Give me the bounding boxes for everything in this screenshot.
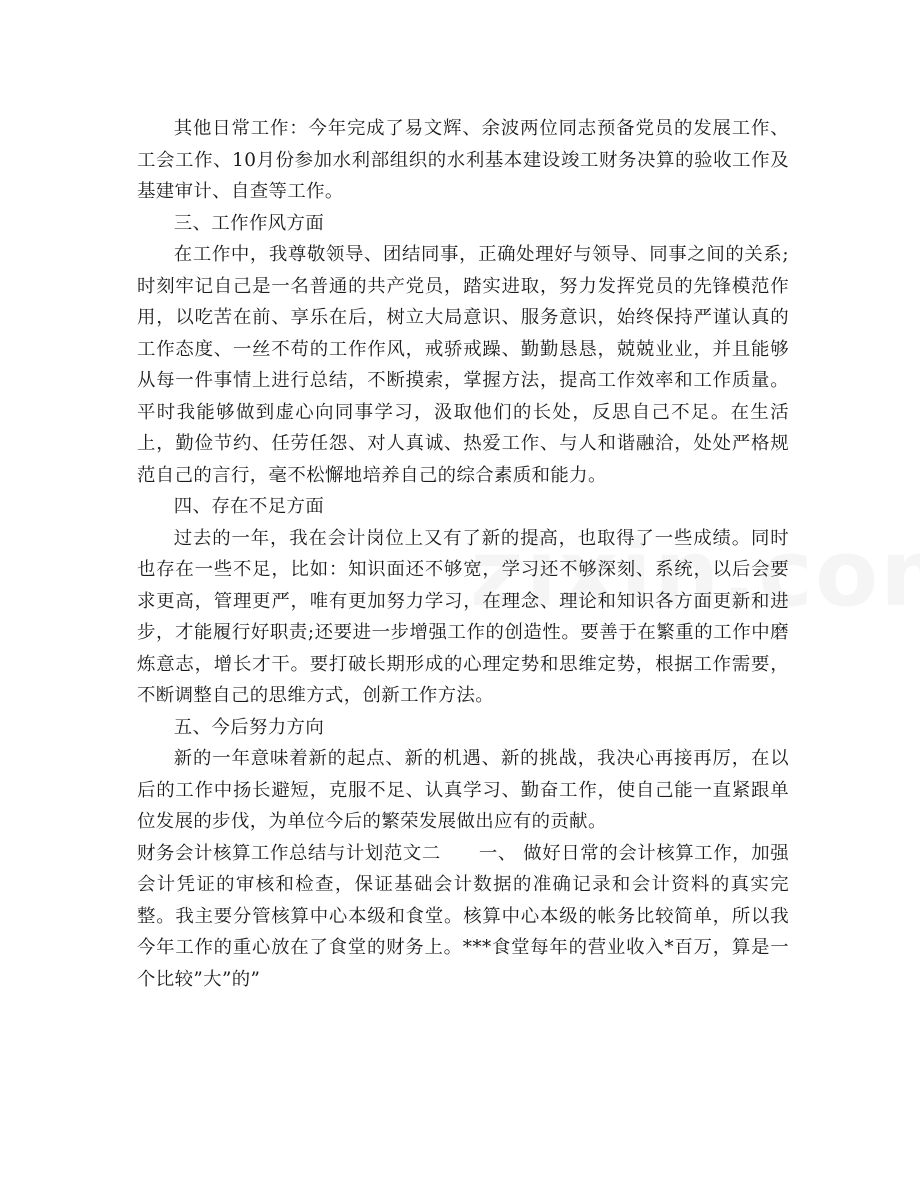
heading-work-style: 三、工作作风方面 — [173, 212, 325, 234]
document-body — [137, 113, 789, 995]
paragraph-work-style: 在工作中，我尊敬领导、团结同事，正确处理好与领导、同事之间的关系;时刻牢记自己是一名普通的共产党员，踏实进取，努力发挥党员的先锋模范作用，以吃苦在前、享乐在后，树立大局意识、服务意识，始终保持严谨认真的工作态度、一丝不苟的工作作风，戒骄戒躁、勤勤恳恳，兢兢业业，并且能够从每一件事情上进行总结，不断摸索，掌握方法，提高工作效率和工作质量。平时我能够做到虚心向同事学习，汲取他们的长处，反思自己不足。在生活上，勤俭节约、任劳任怨、对人真诚、热爱工作、与人和谐融洽，处处严格规范自己的言行，毫不松懈地培养自己的综合素质和能力。 — [137, 244, 789, 486]
heading-shortcomings: 四、存在不足方面 — [173, 496, 325, 517]
paragraph-future-direction: 新的一年意味着新的起点、新的机遇、新的挑战，我决心再接再厉，在以后的工作中扬长避短，克服不足、认真学习、勤奋工作，使自己能一直紧跟单位发展的步伐，为单位今后的繁荣发展做出应有的贡献。 — [137, 748, 789, 832]
paragraph-sample-two: 财务会计核算工作总结与计划范文二 一、 做好日常的会计核算工作，加强会计凭证的审核和检查，保证基础会计数据的准确记录和会计资料的真实完整。我主要分管核算中心本级和食堂。核算中心本级的帐务比较简单，所以我今年工作的重心放在了食堂的财务上。***食堂每年的营业收入*百万，算是一个比较”大”的” — [137, 842, 789, 990]
paragraph-shortcomings: 过去的一年，我在会计岗位上又有了新的提高，也取得了一些成绩。同时也存在一些不足，比如：知识面还不够宽，学习还不够深刻、系统，以后会要求更高，管理更严，唯有更加努力学习，在理念、理论和知识各方面更新和进步，才能履行好职责;还要进一步增强工作的创造性。要善于在繁重的工作中磨炼意志，增长才干。要打破长期形成的心理定势和思维定势，根据工作需要，不断调整自己的思维方式，创新工作方法。 — [137, 527, 789, 706]
paragraph-other-daily-work: 其他日常工作：今年完成了易文辉、余波两位同志预备党员的发展工作、工会工作、10月份参加水利部组织的水利基本建设竣工财务决算的验收工作及基建审计、自查等工作。 — [137, 118, 789, 202]
heading-future-direction: 五、今后努力方向 — [173, 716, 325, 738]
